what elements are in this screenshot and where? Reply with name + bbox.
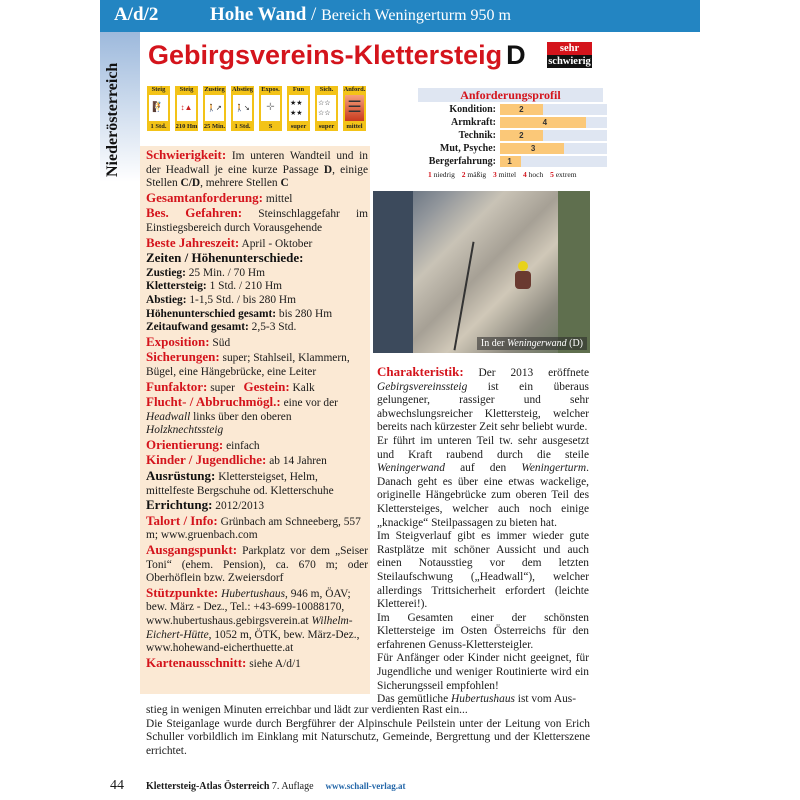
- route-name: Gebirgsvereins-Klettersteig: [148, 40, 503, 70]
- profile-bar-value: 3: [530, 143, 536, 153]
- info-value: mittel: [263, 192, 293, 205]
- photo-caption: [477, 337, 587, 350]
- info-value: eine vor der: [280, 397, 338, 410]
- climber-ascent-icon: 🧗: [149, 95, 168, 121]
- profile-bar-value: 4: [542, 117, 548, 127]
- section-code: A/d/2: [114, 4, 159, 25]
- profile-bar: [500, 130, 543, 141]
- difficulty-badge-line2: schwierig: [548, 56, 591, 67]
- info-starting-point: [146, 543, 368, 586]
- profile-track: [500, 117, 607, 128]
- legend-item: [550, 170, 576, 179]
- info-key: Funfaktor:: [146, 378, 208, 394]
- char-paragraph: stieg in wenigen Minuten erreichbar und lädt zur verdienten Rast ein...: [146, 704, 468, 716]
- profile-bar: [500, 143, 564, 154]
- char-paragraph: Die Steiganlage wurde durch Bergführer der Alpinschule Peilstein unter der Leitung von Erich Schuller vorbildlich im Einklang mit Naturschutz, Gemeinde, Bergrettung und der Kletterszene errichtet.: [146, 717, 590, 757]
- hiker-downhill-icon: 🚶↘: [233, 95, 252, 121]
- icon-tile-label: Steig: [179, 86, 194, 93]
- profile-row-label: Technik:: [458, 129, 496, 141]
- info-value: Kalk: [289, 381, 315, 394]
- info-key: Gestein:: [243, 378, 290, 394]
- ladder-icon: ☰: [345, 95, 364, 121]
- info-key: Kartenausschnitt:: [146, 654, 247, 670]
- info-key: Höhenunterschied gesamt:: [146, 307, 277, 320]
- char-text: . Danach geht es über eine etwas wackelige, originelle Hängebrücke zum oberen Teil des Klettersteiges, welcher auch noch einige „knackige“ Steilpassagen zu bieten hat.: [377, 462, 589, 529]
- book-edition: 7. Auflage: [269, 781, 314, 792]
- legend-number: 4: [523, 170, 527, 179]
- icon-tile: [259, 86, 282, 131]
- info-key: Ausgangspunkt:: [146, 542, 238, 558]
- info-key: Sicherungen:: [146, 349, 220, 365]
- profile-track: [500, 143, 607, 154]
- info-via-ferrata: [146, 280, 368, 294]
- info-value: Klettersteigset, Helm, mittelfeste Bergschuhe od. Kletterschuhe: [146, 471, 334, 497]
- profile-title: Anforderungsprofil: [418, 88, 603, 102]
- book-title: Klettersteig-Atlas Österreich: [146, 781, 270, 792]
- info-descent: [146, 294, 368, 308]
- legend-text: mäßig: [467, 170, 487, 179]
- info-value: bis 280 Hm: [276, 307, 333, 320]
- legend-text: extrem: [555, 170, 577, 179]
- info-key: Bes. Gefahren:: [146, 205, 243, 221]
- info-escape: [146, 395, 368, 438]
- icon-tile-value: super: [318, 123, 335, 130]
- info-key: Ausrüstung:: [146, 468, 216, 484]
- icon-tile-label: Zustieg: [204, 86, 225, 93]
- title-separator: /: [306, 4, 322, 25]
- legend-item: [493, 170, 516, 179]
- legend-number: 3: [493, 170, 497, 179]
- icon-tile-value: 1 Std.: [150, 123, 167, 130]
- info-value: , einige Stellen: [146, 163, 368, 190]
- info-key: Zustieg:: [146, 266, 186, 279]
- photo-climber-helmet: [518, 261, 528, 271]
- icon-tile-value: 210 Hm: [175, 123, 198, 130]
- info-key: Exposition:: [146, 333, 210, 349]
- char-paragraph: Im Gesamten einer der schönsten Klettersteige im Osten Österreichs für den erfahrenen Genuss-Klettersteigler.: [377, 611, 589, 651]
- info-value: Steinschlaggefahr im Einstiegsbereich durch Vorausgehende: [146, 208, 368, 234]
- char-paragraph: Für Anfänger oder Kinder nicht geeignet, für Jugendliche und weniger Routinierte wird ein Sicherungsseil empfohlen!: [377, 652, 589, 692]
- profile-row-label: Armkraft:: [451, 116, 496, 128]
- route-title: [148, 40, 526, 71]
- icon-tile-label: Sich.: [319, 86, 334, 93]
- profile-row-label: Bergerfahrung:: [428, 155, 496, 167]
- profile-row: [418, 142, 628, 154]
- info-exposition: [146, 335, 368, 351]
- info-built: [146, 498, 368, 514]
- info-value: 1 Std. / 210 Hm: [206, 280, 283, 293]
- legend-text: mittel: [498, 170, 517, 179]
- icon-tile: [231, 86, 254, 131]
- info-key: Kinder / Jugendliche:: [146, 452, 267, 468]
- info-protection: [146, 350, 368, 379]
- legend-text: niedrig: [433, 170, 455, 179]
- info-value: Grünbach am Schneeberg, 557 m; www.gruenbach.com: [146, 515, 361, 542]
- profile-bar: [500, 117, 586, 128]
- info-value: siehe A/d/1: [246, 657, 301, 670]
- header-title: [210, 4, 511, 26]
- info-dangers: [146, 206, 368, 235]
- compass-south-icon: ✛: [261, 95, 280, 121]
- info-key: Stützpunkte:: [146, 584, 219, 600]
- icon-tile-label: Abstieg: [232, 86, 253, 93]
- info-season: [146, 236, 368, 252]
- icon-tile-value: mittel: [346, 123, 363, 130]
- caption-italic: Weningerwand: [506, 338, 567, 349]
- info-overall: [146, 191, 368, 207]
- icon-tile-label: Steig: [151, 86, 166, 93]
- profile-track: [500, 130, 607, 141]
- info-value-italic: Holzknechtssteig: [146, 424, 224, 437]
- info-total-time: [146, 321, 368, 335]
- info-key: Zeitaufwand gesamt:: [146, 321, 249, 334]
- icon-tile-value: S: [268, 123, 273, 130]
- photo-vegetation: [558, 191, 590, 353]
- char-text: Der 2013 eröffnete: [463, 367, 589, 379]
- profile-bar-value: 2: [519, 104, 524, 114]
- char-paragraph: [377, 435, 589, 530]
- char-paragraph: Im Steigverlauf gibt es immer wieder gute Rastplätze mit schöner Aussicht und auch einen Notausstieg vor dem letzten Steilaufschwung („Headwall“), welcher allerdings Trittsicherheit erfordert (leichte Kletterei!).: [377, 530, 589, 611]
- profile-row: [418, 103, 628, 115]
- legend-item: [462, 170, 486, 179]
- photo-steel-cable: [453, 242, 474, 351]
- route-info: [146, 148, 368, 671]
- info-key: Errichtung:: [146, 497, 213, 513]
- info-total-height: [146, 308, 368, 322]
- info-value-bold: C: [280, 177, 289, 190]
- info-value: Süd: [209, 336, 231, 349]
- info-value: 2012/2013: [212, 500, 265, 513]
- profile-bar-value: 2: [519, 130, 524, 140]
- info-huts: [146, 586, 368, 656]
- info-value-italic: Headwall: [146, 410, 191, 423]
- info-value: 25 Min. / 70 Hm: [185, 266, 265, 279]
- photo-climber: [515, 271, 531, 289]
- profile-legend: [418, 170, 628, 179]
- publisher-link[interactable]: www.schall-verlag.at: [325, 781, 406, 791]
- char-text: ist ein überaus gelungener, rassiger und sehr abwechslungsreicher Klettersteig, welcher bereits nach kürzester Zeit sehr beliebt wurde.: [377, 380, 589, 434]
- info-value: April - Oktober: [239, 237, 313, 250]
- info-fun-rock: [146, 380, 368, 396]
- info-key: Gesamtanforderung:: [146, 189, 263, 205]
- info-valley-town: [146, 514, 368, 543]
- difficulty-badge-line1: sehr: [547, 42, 592, 55]
- legend-text: hoch: [528, 170, 544, 179]
- header-bar: [100, 0, 700, 32]
- char-text: auf den: [444, 462, 522, 475]
- profile-bar: [500, 156, 521, 167]
- icon-tile: [343, 86, 366, 131]
- profile-row: [418, 155, 628, 167]
- profile-row-label: Mut, Psyche:: [439, 142, 496, 154]
- requirement-profile: [418, 88, 628, 179]
- info-value: , 1052 m, ÖTK, bew. März-Dez., www.hohewand-eicherthuette.at: [146, 628, 360, 655]
- area-subtitle: Bereich Weningerturm 950 m: [321, 7, 511, 24]
- info-times-heading: [146, 251, 368, 267]
- info-value: einfach: [223, 439, 260, 452]
- icon-tile: [147, 86, 170, 131]
- region-label: Niederösterreich: [104, 62, 121, 177]
- info-key: Talort / Info:: [146, 512, 218, 528]
- caption-text: (D): [566, 338, 583, 349]
- icon-tile-value: 1 Std.: [234, 123, 251, 130]
- info-key: Orientierung:: [146, 436, 224, 452]
- char-italic: Gebirgsvereinssteig: [377, 380, 468, 393]
- photo-rock-shadow: [373, 191, 413, 353]
- route-icons: [147, 86, 366, 131]
- legend-number: 1: [428, 170, 432, 179]
- profile-row: [418, 116, 628, 128]
- region-sidebar: [100, 32, 140, 182]
- legend-item: [428, 170, 455, 179]
- info-value-bold: C/D: [180, 177, 201, 190]
- info-difficulty: [146, 148, 368, 191]
- char-paragraph: [377, 365, 589, 435]
- info-value: Im unteren Wandteil und in der Headwall je eine kurze Passage: [146, 150, 368, 176]
- char-heading: Charakteristik:: [377, 364, 464, 379]
- profile-track: [500, 156, 607, 167]
- stars-outline-icon: ☆☆☆☆: [317, 95, 336, 121]
- info-value: 1-1,5 Std. / bis 280 Hm: [186, 293, 296, 306]
- legend-number: 5: [550, 170, 554, 179]
- area-name: Hohe Wand: [210, 4, 307, 25]
- info-map: [146, 656, 368, 672]
- legend-item: [523, 170, 543, 179]
- icon-tile: [315, 86, 338, 131]
- char-italic: Weningerwand: [377, 462, 445, 475]
- profile-row-label: Kondition:: [449, 103, 496, 115]
- icon-tile: [175, 86, 198, 131]
- info-orientation: [146, 438, 368, 454]
- profile-bar-value: 1: [507, 156, 512, 166]
- info-value: super; Stahlseil, Klammern, Bügel, eine Hängebrücke, eine Leiter: [146, 352, 350, 378]
- char-text: ist vom Aus-: [514, 693, 577, 706]
- info-value-italic: Wilhelm-Eichert-Hütte: [146, 615, 353, 641]
- icon-tile-value: 25 Min.: [203, 123, 226, 130]
- info-value: ab 14 Jahren: [266, 455, 327, 468]
- info-equipment: [146, 469, 368, 498]
- char-text: Er führt im unteren Teil tw. sehr ausgesetzt und Kraft raubend durch die steile: [377, 434, 589, 461]
- guidebook-page: [100, 0, 700, 800]
- info-value-bold: D: [323, 163, 333, 176]
- info-key: Beste Jahreszeit:: [146, 234, 240, 250]
- difficulty-badge: [547, 42, 592, 68]
- profile-bar: [500, 104, 543, 115]
- route-photo: [373, 191, 590, 353]
- page-footer: [110, 776, 406, 794]
- char-text: Das gemütliche: [377, 693, 452, 706]
- char-italic: Hubertushaus: [451, 693, 515, 706]
- info-approach: [146, 267, 368, 281]
- info-children: [146, 453, 368, 469]
- characteristic-text: [377, 365, 589, 707]
- info-value: , mehrere Stellen: [200, 177, 281, 190]
- info-key: Zeiten / Höhenunterschiede:: [146, 250, 304, 266]
- profile-row: [418, 129, 628, 141]
- icon-tile: [203, 86, 226, 131]
- info-value: , 946 m, ÖAV; bew. März - Dez., Tel.: +43-699-10088170, www.hubertushaus.gebirgsverein.at: [146, 587, 351, 627]
- icon-tile-label: Anford.: [343, 86, 366, 93]
- icon-tile: [287, 86, 310, 131]
- page-number: 44: [110, 778, 124, 793]
- info-key: Klettersteig:: [146, 280, 207, 293]
- stars-filled-icon: ★★★★: [289, 95, 308, 121]
- icon-tile-value: super: [290, 123, 307, 130]
- info-key: Flucht- / Abbruchmögl.:: [146, 394, 281, 410]
- info-value-italic: Hubertushaus: [218, 587, 286, 600]
- route-grade: D: [506, 40, 526, 70]
- char-italic: Weningerturm: [521, 462, 587, 475]
- info-value: links über den oberen: [190, 410, 292, 423]
- icon-tile-label: Expos.: [261, 86, 280, 93]
- info-key: Abstieg:: [146, 293, 187, 306]
- info-key: Schwierigkeit:: [146, 147, 227, 162]
- legend-number: 2: [461, 170, 466, 179]
- caption-text: In der: [480, 338, 507, 349]
- info-value: Parkplatz vor dem „Seiser Toni“ (ehem. Pension), ca. 670 m; oder Oberhöflein bzw. Zweiersdorf: [146, 545, 368, 585]
- icon-tile-label: Fun: [292, 86, 305, 93]
- profile-track: [500, 104, 607, 115]
- height-difference-icon: ↕▲: [177, 95, 196, 121]
- hiker-uphill-icon: 🚶↗: [205, 95, 224, 121]
- info-value: 2,5-3 Std.: [248, 321, 297, 334]
- characteristic-continued: [146, 704, 590, 758]
- info-value: super: [207, 381, 235, 394]
